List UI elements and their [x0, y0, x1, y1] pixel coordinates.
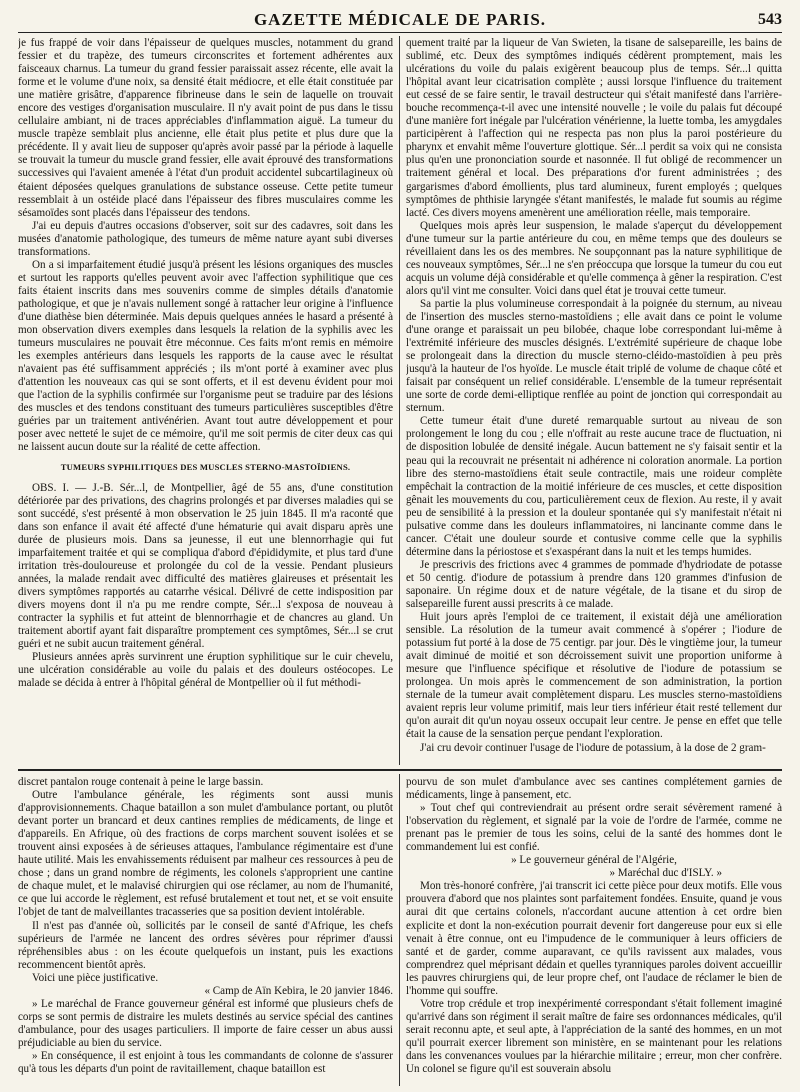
paragraph: Huit jours après l'emploi de ce traitement, il existait déjà une amélioration sensible. La résolution de la tumeur avait commencé à s'opérer ; l'iodure de potassium fut porté à la dose de 75 centigr. par jour. Dès le vingtième jour, la tumeur avait diminué de moitié et son décroissement suivit une proportion uniforme à mesure que l'influence spécifique et résolutive de l'iodure de potassium se prolongea. Un mois après le commencement de son administration, la portion sternale de la tumeur avait complètement disparu. Les muscles sterno-mastoïdiens avaient repris leur volume primitif, mais leur tiers inférieur était resté tellement dur qu'on aurait dit qu'un noyau osseux occupait leur centre. Je pense en effet que telle était la cause de la sensation perçue pendant l'exploration. [406, 611, 782, 741]
paragraph: Votre trop crédule et trop inexpérimenté correspondant s'était follement imaginé qu'arrivé dans son régiment il serait maître de faire ses ordonnances médicales, qu'il serait reconnu apte, et seul apte, à l'appréciation de la santé des hommes, en un mot qu'il pourrait exercer librement son ministère, en se maintenant pour les relations dans les convenances voulues par la hiérarchie militaire ; erreur, mon cher confrère. Un colonel se figure qu'il est souverain absolu [406, 997, 782, 1076]
top-left-column [18, 37, 393, 765]
page-number: 543 [758, 11, 782, 28]
page-header [18, 10, 782, 33]
bottom-right-column [406, 776, 782, 1086]
paragraph: Quelques mois après leur suspension, le malade s'aperçut du développement d'une tumeur sur la partie antérieure du cou, en même temps que des douleurs se réveillaient dans les os des membres. Ne soupçonnant pas la nature syphilitique de ces nouveaux symptômes, Sér...l ne s'en préoccupa que lorsque la tumeur du cou eut acquis un volume déjà considérable et qu'elle commença à gêner la respiration. C'est alors qu'il vint me consulter. Voici dans quel état je trouvai cette tumeur. [406, 219, 782, 297]
paragraph: pourvu de son mulet d'ambulance avec ses cantines complétement garnies de médicaments, linge à pansement, etc. [406, 776, 782, 802]
paragraph: On a si imparfaitement étudié jusqu'à présent les lésions organiques des muscles et surtout les rapports qu'elles peuvent avoir avec l'affection syphilitique que ces faits étaient inscrits dans mes souvenirs comme de simples détails d'anatomie pathologique, et que je n'avais nullement songé à rattacher leur origine à l'influence d'une diathèse bien déterminée. Mais depuis quelques années le hasard a présenté à mon observation divers exemples dans lesquels la relation de la syphilis avec les tumeurs musculaires ne pouvait être méconnue. Ces faits m'ont remis en mémoire les exemples antérieurs dans lesquels les rapports de la cause avec le résultat n'avaient pas été suffisamment appréciés ; ils m'ont porté à examiner avec plus d'attention les nouveaux cas qui se sont offerts, et il est devenu évident pour moi que l'action de la syphilis confirmée sur l'organisme peut se traduire par des lésions des muscles et des tendons constituant des tumeurs particulières susceptibles d'être guéries par un traitement antivénérien. Avant tout autre développement et pour poser avec netteté le sujet de ce mémoire, qu'il me soit permis de citer deux cas qui ne laissent aucun doute sur la réalité de cette affection. [18, 258, 393, 454]
dateline: « Camp de Aïn Kebira, le 20 janvier 1846. [204, 984, 393, 997]
top-right-column [406, 37, 782, 765]
paragraph: Mon très-honoré confrère, j'ai transcrit ici cette pièce pour deux motifs. Elle vous prouvera d'abord que nos plaintes sont parfaitement fondées. Ensuite, quand je vous aurai dit que certains colonels, n'accordant aucune attention à cet ordre bien explicite et dont la non-exécution pourrait devenir fort dangereuse pour eux si elle venait à être connue, ont eu l'impudence de le communiquer à leurs officiers de santé et de garder, comme auparavant, ce qu'ils ravissent aux malades, vous comprendrez quel méprisant dédain et quelles tyranniques paroles doivent accueillir les pauvres chirurgiens qui, de leur propre chef, ont l'audace de réclamer le bien de l'homme qui souffre. [406, 880, 782, 997]
bottom-left-column [18, 776, 393, 1086]
paragraph: Plusieurs années après survinrent une éruption syphilitique sur le cuir chevelu, une ulcération considérable au voile du palais et des douleurs ostéocopes. Le malade se décida à entrer à l'hôpital général de Montpellier où il fut méthodi- [18, 651, 393, 690]
paragraph: » Tout chef qui contreviendrait au présent ordre serait sévèrement ramené à l'observation du règlement, et signalé par la voie de l'ordre de l'armée, comme ne prenant pas le premier de tous les soins, celui de la santé des hommes dont le commandement lui est confié. [406, 802, 782, 854]
paragraph: » Le maréchal de France gouverneur général est informé que plusieurs chefs de corps se sont permis de distraire les mulets destinés au service spécial des cantines d'ambulance, pour des usages particuliers. Il importe de faire cesser un abus aussi préjudiciable au bien du service. [18, 997, 393, 1049]
paragraph: Il n'est pas d'année où, sollicités par le conseil de santé d'Afrique, les chefs supérieurs de l'armée ne lancent des ordres sévères pour réprimer d'aussi répréhensibles abus : on les écoute quelquefois un instant, puis les exactions recommencent bientôt après. [18, 919, 393, 971]
paragraph: Je prescrivis des frictions avec 4 grammes de pommade d'hydriodate de potasse et 50 centig. d'iodure de potassium à prendre dans 120 grammes d'infusion de saponaire. Un régime doux et de nature végétale, de la tisane et du sirop de salsepareille furent aussi prescrits à ce malade. [406, 558, 782, 611]
signature-line-1: » Le gouverneur général de l'Algérie, [511, 854, 677, 867]
paragraph: discret pantalon rouge contenait à peine le large bassin. [18, 776, 264, 788]
observation-paragraph: OBS. I. — J.-B. Sér...l, de Montpellier, âgé de 55 ans, d'une constitution détériorée par des privations, des chagrins prolongés et par diverses maladies qui se sont succédé, s'est présenté à mon observation le 25 juin 1845. Il m'a raconté que dans son enfance il avait été affecté d'une hématurie qui avait disparu après une durée de plusieurs mois. Dans sa jeunesse, il eut une blennorrhagie qui fut imparfaitement traitée et qui se compliqua d'abord d'épididymite, et plus tard d'une irritation très-douloureuse et prolongée du col de la vessie. Pendant plusieurs années, la malade rendait avec difficulté des matières glaireuses et présentait les divers symptômes rapportés au catarrhe vésical. Délivré de cette indisposition par divers moyens dont il n'a pu me rendre compte, Sér...l s'exposa de nouveau à contracter la syphilis et fut atteint de blennorrhagie et de chancres au gland. Un traitement abortif ayant fait disparaître promptement ces symptômes, Sér...l se crut guéri et ne subit aucun traitement général. [18, 481, 393, 651]
paragraph: Cette tumeur était d'une dureté remarquable surtout au niveau de son prolongement le long du cou ; elle n'offrait au reste aucune trace de fluctuation, ni de disposition lobulée de densité inégale. Aucun battement ne s'y faisait sentir et la peau qui la recouvrait ne présentait ni adhérence ni coloration anormale. La portion libre des sterno-mastoïdiens était seule contractile, mais une roideur complète empêchait la contraction de la moitié inférieure de ces muscles, et cette disposition gênait les mouvements du cou, particulièrement ceux de flexion. Au reste, il y avait peu de sensibilité à la pression et la douleur spontanée qui s'y manifestait n'était ni pulsative comme dans les douleurs inflammatoires, ni lancinante comme dans le cancer. C'était une douleur sourde et contusive comme celle que la syphilis détermine dans la périostose et s'exaspérant dans la nuit et les temps humides. [406, 415, 782, 558]
column-divider-bottom [399, 774, 400, 1086]
signature-line-2: » Maréchal duc d'ISLY. » [609, 867, 722, 880]
paragraph: J'ai eu depuis d'autres occasions d'observer, soit sur des cadavres, soit dans les musées d'anatomie pathologique, des tumeurs de même nature ayant subi diverses transformations. [18, 219, 393, 258]
paragraph: quement traité par la liqueur de Van Swieten, la tisane de salsepareille, les bains de sublimé, etc. Deux des symptômes indiqués cédèrent promptement, mais les ulcérations du voile du palais exigèrent beaucoup plus de temps. Sér...l quitta l'hôpital avant leur cicatrisation complète ; aussi lorsque l'influence du traitement eut cessé de se faire sentir, le travail destructeur qui s'était manifesté dans l'arrière-bouche recommença-t-il avec une intensité nouvelle ; le voile du palais fut découpé d'une manière fort inégale par l'ulcération vénérienne, la luette tomba, les amygdales participèrent à l'affection qui ne respecta pas non plus la paroi postérieure du pharynx et envahit même l'ouverture glottique. Sér...l perdit sa voix qui ne consista plus qu'en une prononciation sourde et nasonnée. Il fut obligé de recommencer un traitement général et local. Des préparations d'or furent administrées ; des gargarismes d'abord émollients, plus tard alumineux, furent employés ; quelques symptômes de phthisie laryngée s'étant manifestés, le malade fut soumis au régime lacté. Ces divers moyens amenèrent une amélioration réelle, mais temporaire. [406, 37, 782, 219]
paragraph: Sa partie la plus volumineuse correspondait à la poignée du sternum, au niveau de l'insertion des muscles sterno-mastoïdiens ; elle avait dans ce point le volume d'une orange et paraissait un peu bilobée, chaque lobe correspondant lui-même à l'extrémité inférieure des muscles désignés. L'extrémité supérieure de chaque lobe se prolongeait dans la direction du muscle sterno-cléido-mastoïdien à peu près jusqu'à la hauteur de l'os hyoïde. Le muscle était triplé de volume de chaque côté et faisait par conséquent un relief considérable. L'ensemble de la tumeur représentait une sorte de corde demi-elliptique renflée au point de jonction qui correspondait au sternum. [406, 297, 782, 415]
paragraph: » En conséquence, il est enjoint à tous les commandants de colonne de s'assurer qu'à tous les départs d'un point de ravitaillement, chaque bataillon est [18, 1049, 393, 1076]
column-divider-top [399, 36, 400, 765]
section-subheading: TUMEURS SYPHILITIQUES DES MUSCLES STERNO-MASTOÏDIENS. [60, 461, 351, 472]
paragraph: je fus frappé de voir dans l'épaisseur de quelques muscles, notamment du grand fessier et du trapèze, des tumeurs circonscrites et fortement adhérentes aux faisceaux charnus. La tumeur du grand fessier paraissait assez récente, elle avait la forme et le volume d'une noix, sa densité était médiocre, et elle était constituée par une matière grisâtre, d'apparence fibrineuse dans le sein de laquelle on trouvait encore des vestiges d'organisation musculaire. Il n'y avait point de pus dans le tissu cellulaire ambiant, ni de traces appréciables d'inflammation aiguë. La tumeur du muscle trapèze semblait plus ancienne, elle était plus petite et plus dure que la précédente. Il y avait lieu de supposer qu'après avoir passé par la période à laquelle se trouvait la tumeur du muscle grand fessier, elle avait éprouvé des transformations successives qui l'avaient amenée à l'état d'un produit accidentel subcartilagineux où étaient déposées quelques granulations de substance osseuse. Cette petite tumeur ressemblait à un ostéide placé dans l'épaisseur des fibres musculaires comme les sésamoïdes sont placés dans l'épaisseur des tendons. [18, 37, 393, 219]
paragraph: J'ai cru devoir continuer l'usage de l'iodure de potassium, à la dose de 2 gram- [420, 741, 766, 754]
paragraph: Voici une pièce justificative. [32, 971, 159, 984]
section-divider [18, 769, 782, 771]
paragraph: Outre l'ambulance générale, les régiments sont aussi munis d'approvisionnements. Chaque bataillon a son mulet d'ambulance portant, ou plutôt devant porter un brancard et deux cantines remplies de médicaments, de linge et d'appareils. En Afrique, où des fractions de corps marchent souvent isolées et se trouvent ainsi exposées à de sérieuses attaques, l'ambulance régimentaire est d'une haute utilité. Mais les envahissements réduisent par malheur ces ressources à peu de chose ; dans un grand nombre de régiments, les colonels s'approprient une cantine de chaque mulet, et le malavisé chirurgien qui ose réclamer, au nom de l'humanité, ce que lui accorde le règlement, est refusé brutalement et tout net, et se voit ensuite l'objet de tant de malveillantes tracasseries que sa position devient intolérable. [18, 789, 393, 919]
journal-title: GAZETTE MÉDICALE DE PARIS. [253, 10, 547, 29]
